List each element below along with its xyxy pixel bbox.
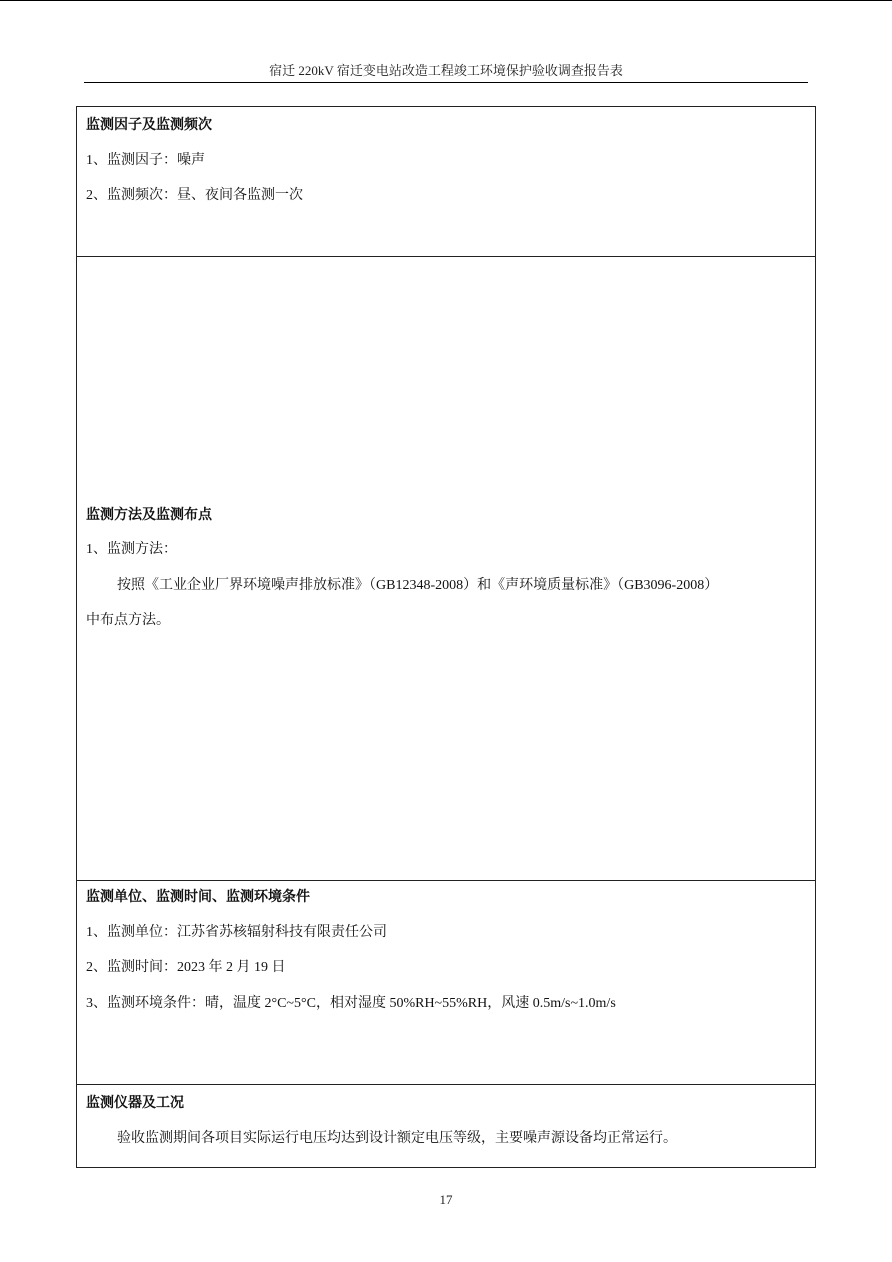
list-item: 2、监测时间：2023 年 2 月 19 日 [86,960,286,975]
section-monitoring-factors [77,107,815,257]
report-form-table [76,106,816,1168]
list-item: 1、监测单位：江苏省苏核辐射科技有限责任公司 [86,925,387,940]
list-item: 3、监测环境条件：晴，温度 2°C~5°C，相对湿度 50%RH~55%RH，风速 0.5m/s~1.0m/s [86,996,616,1011]
list-item: 2、监测频次：昼、夜间各监测一次 [86,188,303,203]
section-heading: 监测单位、监测时间、监测环境条件 [86,890,310,905]
header-rule [84,82,808,83]
paragraph-line: 中布点方法。 [86,613,170,628]
section-heading: 监测方法及监测布点 [86,508,212,523]
page-number: 17 [439,1192,453,1207]
section-monitoring-instrument [77,1085,815,1167]
section-heading: 监测仪器及工况 [86,1096,184,1111]
section-monitoring-unit [77,881,815,1085]
paragraph-line: 按照《工业企业厂界环境噪声排放标准》（GB12348-2008）和《声环境质量标准》（GB3096-2008） [117,578,719,593]
page-top-border [0,0,892,1]
list-item: 1、监测方法： [86,542,177,557]
paragraph-line: 验收监测期间各项目实际运行电压均达到设计额定电压等级，主要噪声源设备均正常运行。 [117,1131,677,1146]
section-monitoring-method [77,257,815,881]
section-heading: 监测因子及监测频次 [86,118,212,133]
list-item: 1、监测因子：噪声 [86,153,205,168]
report-header-title: 宿迁 220kV 宿迁变电站改造工程竣工环境保护验收调查报告表 [269,63,623,78]
